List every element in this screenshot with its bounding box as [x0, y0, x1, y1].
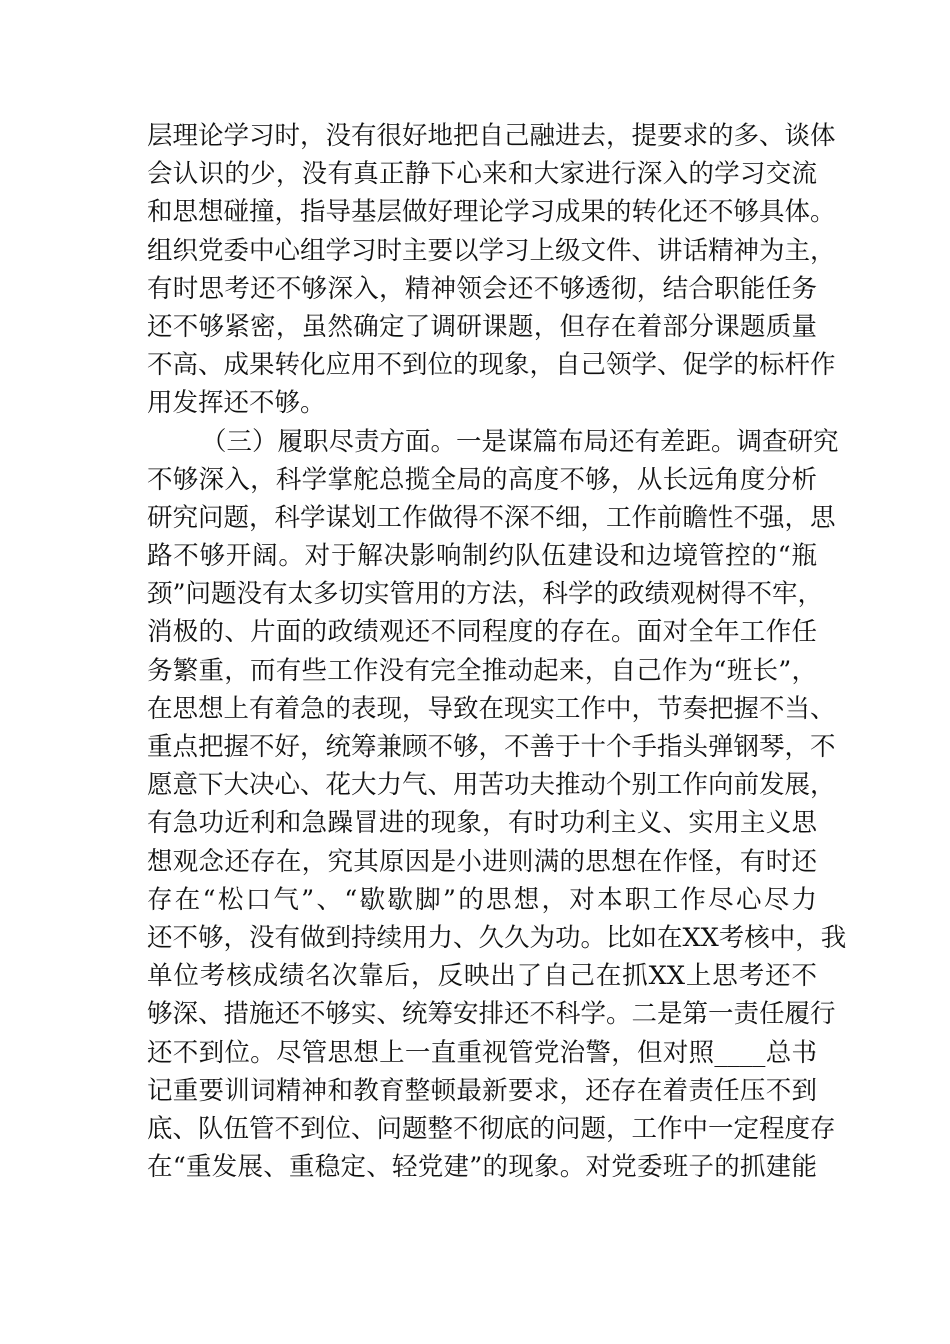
- body-text: [147, 117, 847, 1186]
- text-line: 存在“松口气”、“歇歇脚”的思想，对本职工作尽心尽力: [147, 884, 817, 915]
- text-line: 务繁重，而有些工作没有完全推动起来，自己作为“班长”，: [147, 655, 817, 686]
- text-line: 层理论学习时，没有很好地把自己融进去，提要求的多、谈体: [147, 121, 836, 151]
- text-line: 消极的、片面的政绩观还不同程度的存在。面对全年工作任: [147, 617, 817, 648]
- text-line: 够深、措施还不够实、统筹安排还不科学。二是第一责任履行: [147, 999, 836, 1030]
- text-line: 组织党委中心组学习时主要以学习上级文件、讲话精神为主，: [147, 235, 836, 266]
- text-line: 单位考核成绩名次靠后，反映出了自己在抓XX上思考还不: [147, 961, 817, 992]
- text-line: 颈”问题没有太多切实管用的方法，科学的政绩观树得不牢，: [147, 579, 824, 610]
- text-line: 有急功近利和急躁冒进的现象，有时功利主义、实用主义思: [147, 808, 817, 839]
- text-line: 研究问题，科学谋划工作做得不深不细，工作前瞻性不强，思: [147, 502, 836, 533]
- text-line: 路不够开阔。对于解决影响制约队伍建设和边境管控的“瓶: [147, 541, 817, 572]
- text-line: 还不够紧密，虽然确定了调研课题，但存在着部分课题质量: [147, 311, 817, 342]
- section-heading-line: （三）履职尽责方面。一是谋篇布局还有差距。调查研究: [201, 426, 839, 457]
- text-line: 还不到位。尽管思想上一直重视管党治警，但对照____总书: [147, 1037, 817, 1068]
- text-line: 底、队伍管不到位、问题整不彻底的问题，工作中一定程度存: [147, 1113, 836, 1144]
- text-line: 有时思考还不够深入，精神领会还不够透彻，结合职能任务: [147, 273, 817, 304]
- text-line: 在思想上有着急的表现，导致在现实工作中，节奏把握不当、: [147, 693, 836, 724]
- text-line: 还不够，没有做到持续用力、久久为功。比如在XX考核中，我: [147, 922, 847, 953]
- text-line: 愿意下大决心、花大力气、用苦功夫推动个别工作向前发展，: [147, 770, 836, 801]
- text-line: 会认识的少，没有真正静下心来和大家进行深入的学习交流: [147, 159, 817, 190]
- text-line: 不够深入，科学掌舵总揽全局的高度不够，从长远角度分析: [147, 464, 817, 495]
- text-line: 在“重发展、重稳定、轻党建”的现象。对党委班子的抓建能: [147, 1152, 817, 1183]
- text-line: 想观念还存在，究其原因是小进则满的思想在作怪，有时还: [147, 846, 817, 877]
- text-line: 记重要训词精神和教育整顿最新要求，还存在着责任压不到: [147, 1075, 817, 1106]
- text-line: 用发挥还不够。: [147, 388, 326, 419]
- text-line: 不高、成果转化应用不到位的现象，自己领学、促学的标杆作: [147, 350, 836, 381]
- text-line: 重点把握不好，统筹兼顾不够，不善于十个手指头弹钢琴，不: [147, 732, 836, 762]
- text-line: 和思想碰撞，指导基层做好理论学习成果的转化还不够具体。: [147, 197, 836, 228]
